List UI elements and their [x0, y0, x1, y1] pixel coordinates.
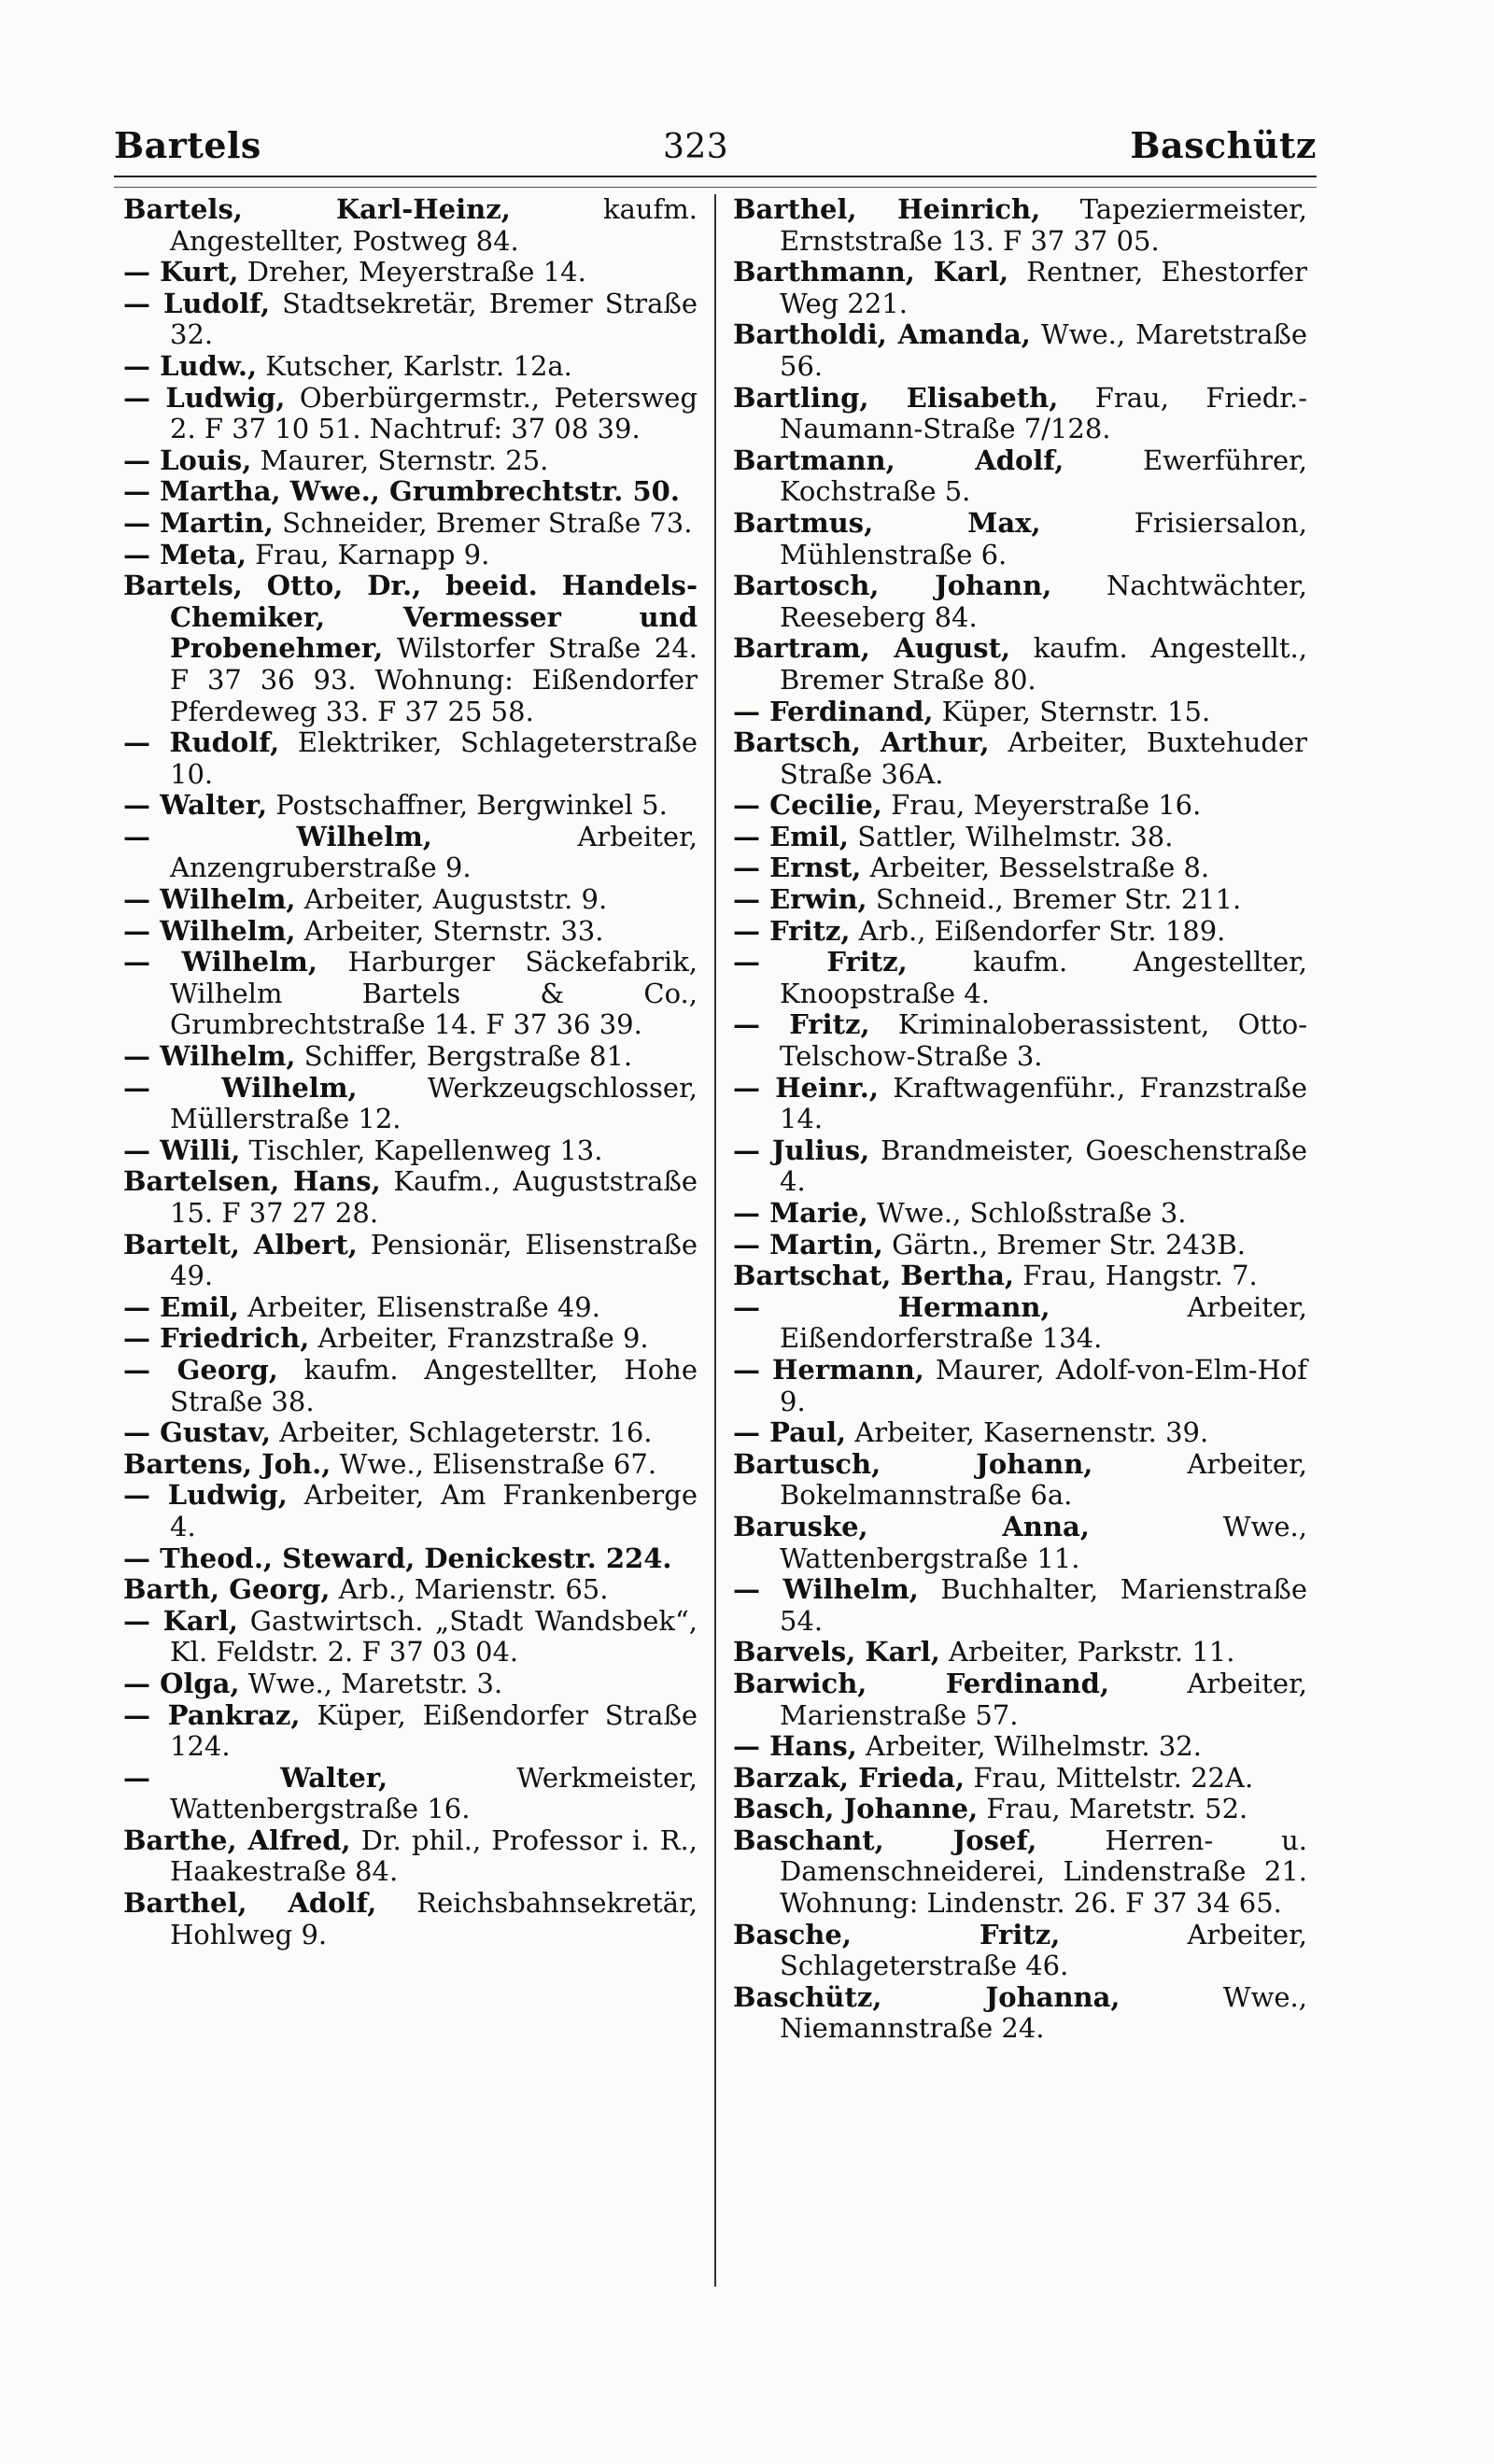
entry-name: — Wilhelm,	[733, 1573, 919, 1606]
entry-name: Barthel, Adolf,	[123, 1887, 377, 1920]
right-column	[716, 194, 1317, 2287]
entry-details: Frisiersalon, Mühlenstraße 6.	[780, 506, 1308, 570]
entry-name: — Emil,	[123, 1290, 240, 1323]
entry-name: Bartelt, Albert,	[123, 1228, 358, 1260]
directory-entry	[733, 852, 1307, 884]
entry-name: — Fritz,	[733, 946, 908, 979]
entry-name: — Hans,	[733, 1730, 857, 1763]
entry-details: Schneider, Bremer Straße 73.	[273, 506, 693, 539]
entry-details: Reichsbahnsekretär, Hohlweg 9.	[170, 1887, 698, 1950]
directory-entry	[733, 194, 1307, 257]
entry-name: Barvels, Karl,	[733, 1636, 940, 1668]
entry-details: Kaufm., Auguststraße 15. F 37 27 28.	[170, 1165, 698, 1229]
entry-name: — Wilhelm,	[123, 946, 317, 979]
directory-entry	[123, 1073, 698, 1135]
directory-entry	[123, 540, 698, 571]
entry-name: Bartmann, Adolf,	[733, 444, 1064, 476]
entry-details: Wwe., Maretstraße 56.	[780, 318, 1307, 382]
entry-name: — Karl,	[123, 1604, 239, 1637]
entry-details: kaufm. Angestellt., Bremer Straße 80.	[780, 632, 1307, 696]
directory-entry	[123, 1700, 698, 1763]
directory-entry	[123, 1543, 698, 1575]
entry-name: — Wilhelm,	[123, 820, 432, 852]
entry-details: Frau, Maretstr. 52.	[978, 1793, 1248, 1825]
entry-details: Maurer, Adolf-von-Elm-Hof 9.	[780, 1353, 1307, 1417]
entry-details: Frau, Meyerstraße 16.	[881, 789, 1202, 822]
entry-name: — Theod., Steward, Denickestr. 224.	[123, 1542, 672, 1574]
directory-entry	[733, 633, 1307, 696]
directory-entry	[123, 1292, 698, 1324]
directory-entry	[123, 1574, 698, 1606]
entry-details: Gastwirtsch. „Stadt Wandsbek“, Kl. Feldstr. 2. F 37 03 04.	[170, 1604, 698, 1668]
directory-entry	[733, 1574, 1307, 1637]
entry-name: Bartosch, Johann,	[733, 570, 1052, 602]
entry-name: — Wilhelm,	[123, 1071, 358, 1104]
entry-name: Barthe, Alfred,	[123, 1823, 351, 1856]
entry-details: Arbeiter, Schlageterstraße 46.	[780, 1918, 1307, 1982]
directory-entry	[733, 1731, 1307, 1763]
entry-name: — Georg,	[123, 1353, 278, 1386]
directory-entry	[123, 1166, 698, 1229]
entry-details: Arbeiter, Auguststr. 9.	[295, 883, 608, 916]
entry-name: — Walter,	[123, 789, 268, 822]
entry-details: Küper, Sternstr. 15.	[933, 695, 1211, 727]
directory-entry	[123, 1323, 698, 1355]
entry-name: — Willi,	[123, 1133, 241, 1166]
entry-details: Stadtsekretär, Bremer Straße 32.	[170, 287, 698, 351]
directory-entry	[733, 1763, 1307, 1795]
entry-details: Tapeziermeister, Ernststraße 13. F 37 37 05.	[780, 194, 1307, 257]
directory-entry	[733, 1417, 1307, 1449]
directory-entry	[123, 570, 698, 727]
entry-details: Arbeiter, Am Frankenberge 4.	[170, 1479, 698, 1542]
entry-details: Herren- u. Damenschneiderei, Lindenstraße 21. Wohnung: Lindenstr. 26. F 37 34 65.	[780, 1823, 1307, 1920]
directory-entry	[733, 1668, 1307, 1731]
entry-details: Dr. phil., Professor i. R., Haakestraße 84.	[170, 1823, 698, 1888]
directory-entry	[733, 1230, 1307, 1261]
page-number: 323	[662, 128, 729, 166]
entry-details: Arb., Eißendorfer Str. 189.	[850, 914, 1226, 947]
header-right-keyword: Baschütz	[1130, 124, 1317, 166]
entry-details: Rentner, Ehestorfer Weg 221.	[780, 256, 1307, 319]
directory-entry	[123, 1135, 698, 1167]
entry-details: Schiffer, Bergstraße 81.	[295, 1040, 633, 1073]
directory-entry	[733, 822, 1307, 853]
entry-name: — Meta,	[123, 538, 247, 570]
entry-name: Bartram, August,	[733, 632, 1011, 665]
entry-name: — Emil,	[733, 820, 850, 852]
entry-name: Bartusch, Johann,	[733, 1447, 1093, 1480]
entry-details: Wwe., Niemannstraße 24.	[780, 1980, 1307, 2045]
directory-entry	[733, 1260, 1307, 1292]
entry-details: Schneid., Bremer Str. 211.	[867, 883, 1242, 916]
entry-details: Pensionär, Elisenstraße 49.	[170, 1228, 698, 1292]
entry-details: Arbeiter, Buxtehuder Straße 36A.	[780, 726, 1307, 790]
entry-name: — Ludw.,	[123, 349, 258, 382]
directory-entry	[123, 383, 698, 445]
entry-name: — Marie,	[733, 1197, 868, 1229]
directory-entry	[733, 445, 1307, 508]
entry-details: Wwe., Wattenbergstraße 11.	[780, 1510, 1307, 1574]
entry-name: — Ludwig,	[123, 381, 286, 414]
entry-name: — Martha, Wwe., Grumbrechtstr. 50.	[123, 475, 680, 508]
entry-name: — Martin,	[123, 506, 274, 539]
entry-details: Brandmeister, Goeschenstraße 4.	[780, 1133, 1307, 1198]
entry-details: Nachtwächter, Reeseberg 84.	[780, 570, 1307, 633]
entry-name: — Wilhelm,	[123, 914, 296, 947]
directory-entry	[733, 1009, 1307, 1072]
directory-entry	[123, 947, 698, 1041]
entry-name: — Wilhelm,	[123, 883, 296, 916]
entry-details: Wwe., Maretstr. 3.	[239, 1667, 503, 1699]
entry-details: kaufm. Angestellter, Hohe Straße 38.	[170, 1353, 698, 1417]
directory-entry	[733, 947, 1307, 1009]
entry-name: Baruske, Anna,	[733, 1510, 1090, 1542]
directory-entry	[123, 1041, 698, 1073]
directory-entry	[733, 1292, 1307, 1355]
entry-name: — Heinr.,	[733, 1071, 879, 1104]
entry-name: Bartels, Otto, Dr., beeid. Handels-Chemiker, Vermesser und Probenehmer,	[123, 570, 698, 665]
entry-details: Sattler, Wilhelmstr. 38.	[849, 820, 1174, 852]
directory-entry	[123, 884, 698, 916]
entry-details: Buchhalter, Marienstraße 54.	[780, 1573, 1307, 1637]
entry-details: Arbeiter, Parkstr. 11.	[939, 1636, 1235, 1668]
directory-entry	[123, 1606, 698, 1668]
entry-details: Arbeiter, Sternstr. 33.	[295, 914, 604, 947]
entry-name: Bartschat, Bertha,	[733, 1260, 1015, 1292]
entry-details: Postschaffner, Bergwinkel 5.	[267, 789, 668, 822]
directory-entry	[733, 1637, 1307, 1668]
entry-name: — Fritz,	[733, 914, 851, 947]
entry-details: Arbeiter, Wilhelmstr. 32.	[856, 1730, 1202, 1763]
entry-details: Frau, Friedr.-Naumann-Straße 7/128.	[780, 381, 1307, 445]
entry-details: Maurer, Sternstr. 25.	[251, 444, 549, 476]
entry-name: — Ferdinand,	[733, 695, 934, 727]
directory-entry	[123, 194, 698, 257]
entry-name: — Olga,	[123, 1667, 240, 1699]
entry-name: Bartholdi, Amanda,	[733, 318, 1031, 351]
left-column	[114, 194, 716, 2287]
directory-entry	[123, 916, 698, 948]
entry-name: Bartelsen, Hans,	[123, 1165, 381, 1198]
entry-details: Wwe., Elisenstraße 67.	[331, 1447, 657, 1480]
entry-details: Kraftwagenführ., Franzstraße 14.	[780, 1071, 1307, 1135]
entry-details: Arbeiter, Bokelmannstraße 6a.	[780, 1447, 1307, 1512]
entry-name: — Cecilie,	[733, 789, 882, 822]
entry-name: — Wilhelm,	[123, 1040, 296, 1073]
entry-name: — Rudolf,	[123, 726, 280, 759]
directory-entry	[123, 476, 698, 508]
header-left-keyword: Bartels	[114, 124, 261, 166]
entry-details: Arbeiter, Eißendorferstraße 134.	[780, 1290, 1307, 1355]
directory-entry	[733, 1794, 1307, 1825]
directory-entry	[123, 351, 698, 383]
entry-name: — Martin,	[733, 1228, 883, 1260]
directory-entry	[733, 570, 1307, 633]
entry-details: Harburger Säckefabrik, Wilhelm Bartels & Co., Grumbrechtstraße 14. F 37 36 39.	[170, 946, 698, 1041]
entry-name: — Fritz,	[733, 1008, 870, 1041]
directory-entry	[733, 884, 1307, 916]
entry-details: Oberbürgermstr., Petersweg 2. F 37 10 51. Nachtruf: 37 08 39.	[170, 381, 698, 445]
directory-entry	[733, 1355, 1307, 1417]
entry-name: — Ludolf,	[123, 287, 271, 319]
directory-entry	[123, 1480, 698, 1542]
entry-name: Bartling, Elisabeth,	[733, 381, 1059, 414]
entry-details: Frau, Karnapp 9.	[246, 538, 490, 570]
entry-name: Basche, Fritz,	[733, 1918, 1061, 1950]
directory-entry	[123, 445, 698, 477]
entry-name: — Ludwig,	[123, 1479, 288, 1512]
entry-name: Bartens, Joh.,	[123, 1447, 331, 1480]
directory-entry	[123, 1888, 698, 1950]
directory-entry	[733, 916, 1307, 948]
directory-entry	[733, 257, 1307, 319]
directory-entry	[733, 319, 1307, 382]
entry-name: — Ernst,	[733, 852, 862, 884]
header-rule	[114, 176, 1317, 188]
entry-details: Frau, Mittelstr. 22A.	[965, 1761, 1254, 1794]
entry-name: Baschant, Josef,	[733, 1823, 1037, 1856]
directory-entry	[123, 1417, 698, 1449]
directory-entry	[123, 1449, 698, 1481]
directory-entry	[123, 727, 698, 790]
entry-details: Arbeiter, Anzengruberstraße 9.	[170, 820, 698, 884]
directory-entry	[123, 1230, 698, 1292]
directory-entry	[123, 1763, 698, 1825]
entry-name: Basch, Johanne,	[733, 1793, 979, 1825]
entry-name: Barzak, Frieda,	[733, 1761, 965, 1794]
entry-details: Arbeiter, Elisenstraße 49.	[239, 1290, 600, 1323]
entry-name: — Hermann,	[733, 1353, 924, 1386]
directory-entry	[123, 1825, 698, 1888]
entry-name: Bartmus, Max,	[733, 506, 1041, 539]
directory-entry	[123, 257, 698, 289]
entry-details: Ewerführer, Kochstraße 5.	[780, 444, 1308, 508]
entry-details: Arbeiter, Schlageterstr. 16.	[271, 1416, 653, 1449]
entry-name: — Gustav,	[123, 1416, 272, 1449]
directory-entry	[733, 1449, 1307, 1512]
entry-details: Elektriker, Schlageterstraße 10.	[170, 726, 698, 790]
entry-name: — Louis,	[123, 444, 252, 476]
directory-entry	[123, 289, 698, 351]
directory-entry	[733, 1825, 1307, 1920]
entry-name: Barthel, Heinrich,	[733, 194, 1041, 225]
entry-name: — Erwin,	[733, 883, 867, 916]
directory-entry	[733, 1198, 1307, 1230]
entry-name: Barth, Georg,	[123, 1573, 331, 1606]
entry-details: kaufm. Angestellter, Postweg 84.	[170, 194, 698, 257]
entry-details: Kutscher, Karlstr. 12a.	[257, 349, 572, 382]
entry-name: Baschütz, Johanna,	[733, 1980, 1120, 2013]
entry-details: Wilstorfer Straße 24. F 37 36 93. Wohnung: Eißendorfer Pferdeweg 33. F 37 25 58.	[170, 632, 698, 727]
directory-entry	[733, 697, 1307, 728]
entry-details: Arbeiter, Besselstraße 8.	[861, 852, 1210, 884]
running-header	[114, 110, 1317, 166]
entry-name: — Kurt,	[123, 256, 239, 289]
entry-details: Gärtn., Bremer Str. 243B.	[882, 1228, 1246, 1260]
directory-entry	[733, 1073, 1307, 1135]
directory-entry	[733, 1920, 1307, 1982]
entry-details: Kriminaloberassistent, Otto-Telschow-Straße 3.	[780, 1008, 1307, 1073]
directory-entry	[733, 727, 1307, 790]
directory-entry	[123, 508, 698, 540]
entry-name: — Hermann,	[733, 1290, 1050, 1323]
directory-entry	[123, 790, 698, 822]
entry-name: — Julius,	[733, 1133, 870, 1166]
directory-columns	[114, 194, 1317, 2287]
entry-name: Bartsch, Arthur,	[733, 726, 990, 759]
directory-entry	[733, 1135, 1307, 1198]
entry-details: Arbeiter, Franzstraße 9.	[309, 1322, 649, 1355]
entry-details: Küper, Eißendorfer Straße 124.	[170, 1698, 698, 1763]
entry-details: Frau, Hangstr. 7.	[1014, 1260, 1258, 1292]
entry-details: Dreher, Meyerstraße 14.	[238, 256, 586, 289]
entry-details: Arb., Marienstr. 65.	[330, 1573, 609, 1606]
entry-details: Wwe., Schloßstraße 3.	[867, 1197, 1187, 1229]
entry-name: Bartels, Karl-Heinz,	[123, 194, 511, 225]
entry-details: Werkmeister, Wattenbergstraße 16.	[170, 1761, 698, 1825]
entry-details: kaufm. Angestellter, Knoopstraße 4.	[780, 946, 1308, 1009]
entry-details: Tischler, Kapellenweg 13.	[240, 1133, 603, 1166]
entry-details: Arbeiter, Kasernenstr. 39.	[846, 1416, 1209, 1449]
entry-name: — Friedrich,	[123, 1322, 310, 1355]
entry-name: — Paul,	[733, 1416, 847, 1449]
directory-entry	[733, 1512, 1307, 1574]
entry-name: Barthmann, Karl,	[733, 256, 1009, 289]
directory-entry	[733, 383, 1307, 445]
directory-entry	[123, 1355, 698, 1417]
directory-entry	[733, 1982, 1307, 2045]
directory-entry	[733, 508, 1307, 570]
directory-entry	[733, 790, 1307, 822]
entry-name: Barwich, Ferdinand,	[733, 1667, 1110, 1699]
entry-name: — Pankraz,	[123, 1698, 301, 1731]
entry-details: Arbeiter, Marienstraße 57.	[780, 1667, 1307, 1731]
entry-details: Werkzeugschlosser, Müllerstraße 12.	[170, 1071, 698, 1135]
directory-entry	[123, 1668, 698, 1700]
entry-name: — Walter,	[123, 1761, 388, 1794]
directory-entry	[123, 822, 698, 884]
